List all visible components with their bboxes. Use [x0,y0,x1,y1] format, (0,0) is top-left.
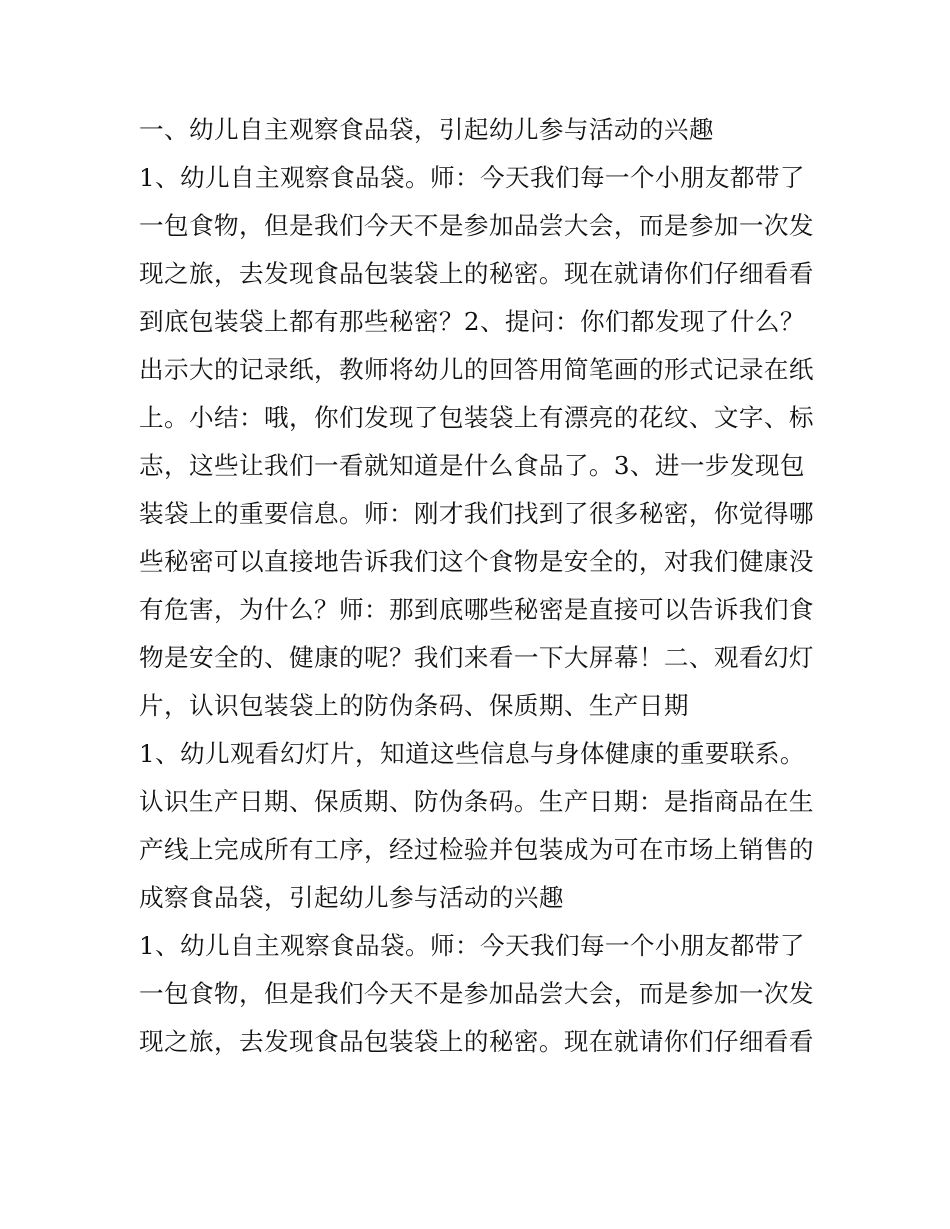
text-line: 产线上完成所有工序，经过检验并包装成为可在市场上销售的 [139,835,814,864]
text-line: 片，认识包装袋上的防伪条码、保质期、生产日期 [139,691,689,720]
text-line: 认识生产日期、保质期、防伪条码。生产日期：是指商品在生 [139,787,814,816]
text-line: 现之旅，去发现食品包装袋上的秘密。现在就请你们仔细看看 [139,1027,814,1056]
text-line: 出示大的记录纸，教师将幼儿的回答用简笔画的形式记录在纸 [139,355,814,384]
text-line: 1、幼儿自主观察食品袋。师：今天我们每一个小朋友都带了 [139,931,805,960]
text-line: 物是安全的、健康的呢？我们来看一下大屏幕！二、观看幻灯 [139,643,814,672]
text-line: 一、幼儿自主观察食品袋，引起幼儿参与活动的兴趣 [139,115,714,144]
text-line: 上。小结：哦，你们发现了包装袋上有漂亮的花纹、文字、标 [139,403,814,432]
text-line: 1、幼儿自主观察食品袋。师：今天我们每一个小朋友都带了 [139,163,805,192]
text-line: 志，这些让我们一看就知道是什么食品了。3、进一步发现包 [139,451,805,480]
text-line: 一包食物，但是我们今天不是参加品尝大会，而是参加一次发 [139,979,814,1008]
text-line: 现之旅，去发现食品包装袋上的秘密。现在就请你们仔细看看 [139,259,814,288]
text-line: 1、幼儿观看幻灯片，知道这些信息与身体健康的重要联系。 [139,739,805,768]
text-line: 一包食物，但是我们今天不是参加品尝大会，而是参加一次发 [139,211,814,240]
text-line: 装袋上的重要信息。师：刚才我们找到了很多秘密，你觉得哪 [139,499,814,528]
text-line: 有危害，为什么？师：那到底哪些秘密是直接可以告诉我们食 [139,595,814,624]
text-line: 成察食品袋，引起幼儿参与活动的兴趣 [139,883,564,912]
text-line: 些秘密可以直接地告诉我们这个食物是安全的，对我们健康没 [139,547,814,576]
document-body [139,106,829,1066]
text-line: 到底包装袋上都有那些秘密？2、提问：你们都发现了什么？ [139,307,805,336]
